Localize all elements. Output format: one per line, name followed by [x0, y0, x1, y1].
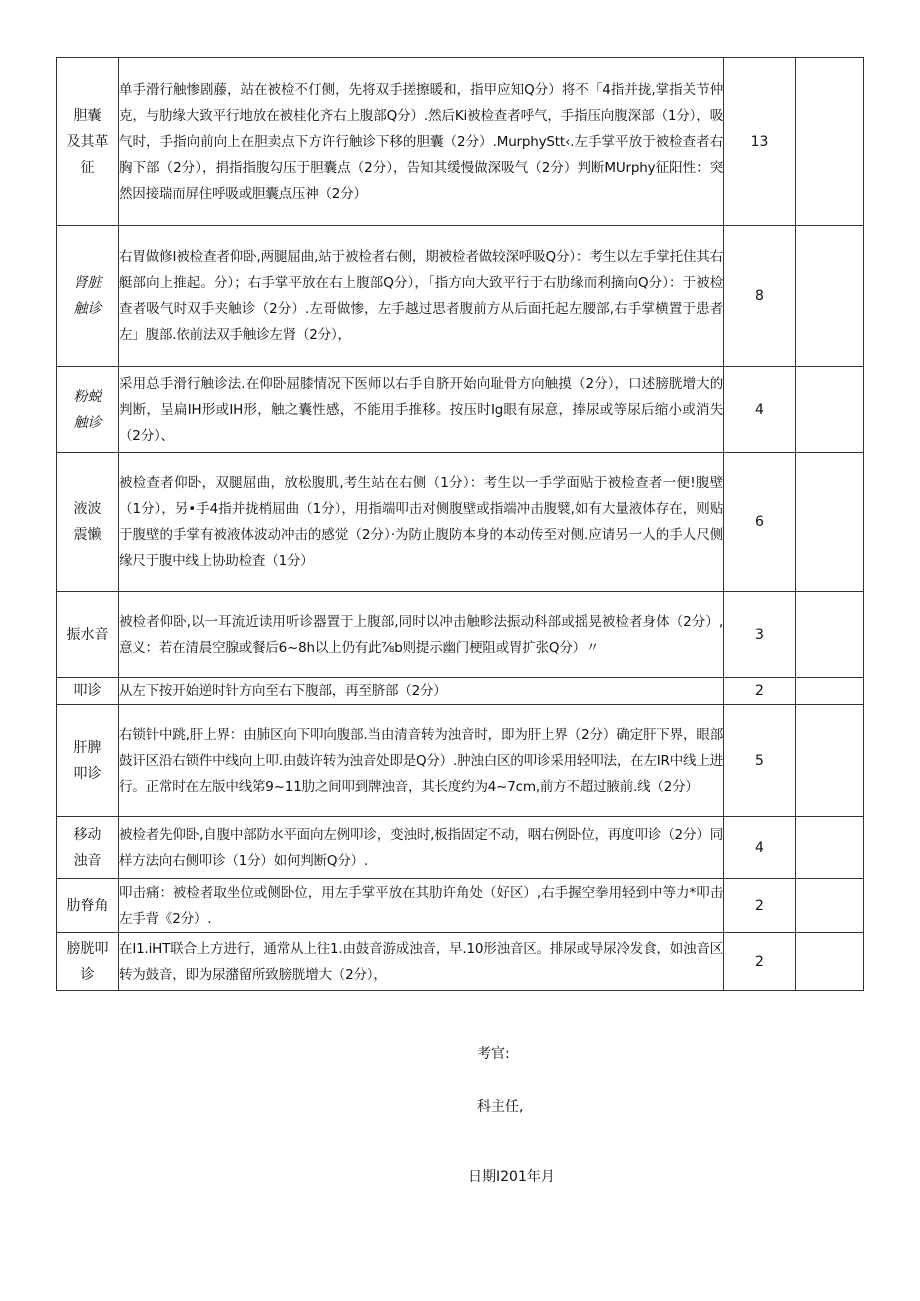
table-row [57, 705, 864, 817]
item-label: 震懒 [73, 527, 102, 543]
table-row [57, 58, 864, 226]
item-label: 液波 [73, 501, 102, 517]
content-cell: 在I1.iHT联合上方进行，通常从上往1.由鼓音游成浊音，早.10形浊音区。排尿或导尿冷发食，如浊音区转为鼓音，即为尿潴留所致膀胱增大（2分）， [119, 933, 724, 991]
item-cell [57, 453, 119, 592]
item-label: 振水音 [66, 626, 109, 643]
table-row [57, 226, 864, 367]
item-cell [57, 817, 119, 879]
item-label: 浊音 [73, 852, 102, 869]
content-cell: 从左下按开始逆时针方向至右下腹部，再至脐部（2分） [119, 678, 724, 705]
table-row [57, 933, 864, 991]
deduction-cell [796, 933, 864, 991]
deduction-cell [796, 58, 864, 226]
item-label: 触诊 [73, 414, 102, 431]
table-row [57, 879, 864, 933]
score-cell: 3 [724, 592, 796, 678]
content-cell: 单手滑行触惨剧藤，站在被检不仃侧，先将双手搓擦暖和，指甲应知Q分）将不「4指并拢,掌指关节仲克，与肋缘大致平行地放在被桂化齐右上腹部Q分）.然后Ki被检查者呼气，手指压向腹深部（1分），吸气时，手指向前向上在胆卖点下方许行触诊下移的胆囊（2分）.MurphyStt‹.左手掌平放于被检查者右胸下部（2分），捐指指腹勾压于胆囊点（2分），告知其缓慢做深吸气（2分）判断MUrphy征阳性：突然因接瑞而屏住呼吸或胆囊点压神（2分） [119, 58, 724, 226]
director-label: 科主任, [477, 1099, 524, 1115]
item-cell [57, 705, 119, 817]
deduction-cell [796, 367, 864, 453]
item-cell [57, 58, 119, 226]
item-label: 触诊 [73, 301, 102, 317]
item-label: 粉蜕 [73, 388, 102, 405]
item-label: 移动 [73, 826, 102, 843]
table-row [57, 592, 864, 678]
score-cell: 13 [724, 58, 796, 226]
deduction-cell [796, 226, 864, 367]
deduction-cell [796, 678, 864, 705]
score-cell: 4 [724, 367, 796, 453]
item-cell [57, 933, 119, 991]
table-row [57, 367, 864, 453]
item-cell [57, 367, 119, 453]
examiner-label: 考官: [477, 1046, 510, 1062]
table-body [57, 58, 864, 991]
deduction-cell [796, 453, 864, 592]
score-cell: 6 [724, 453, 796, 592]
scoring-table [56, 57, 864, 991]
deduction-cell [796, 705, 864, 817]
item-label: 诊 [80, 966, 95, 983]
item-label: 胆囊 [73, 107, 102, 124]
content-cell: 采用总手滑行触诊法.在仰卧屈膝情况下医师以右手自脐开始向耻骨方向触摸（2分），口述膀胱增大的判断，呈扁IH形或IH形，触之囊性感，不能用手推移。按压时Ig眼有尿意，捧尿或等尿后缩小或消失（2分）、 [119, 367, 724, 453]
content-cell: 右锁针中跳,肝上界：由肺区向下叩向腹部.当由清音转为浊音时，即为肝上界（2分）确定肝下界，眼部鼓讦区沿右锁件中线向上叩.由鼓许转为浊音处即是Q分）.肿浊白区的叩诊采用轻叩法，在左IR中线上进行。正常时在左版中线笫9~11肋之间叩到牌浊音，其长度约为4~7cm,前方不超过腋前.线（2分） [119, 705, 724, 817]
deduction-cell [796, 817, 864, 879]
content-cell: 叩击痛：被检者取坐位或侧卧位，用左手掌平放在其肋许角处（好区）,右手握空拳用轻到中等力*叩击左手背《2分）. [119, 879, 724, 933]
item-cell [57, 226, 119, 367]
content-cell: 被检者仰卧,以一耳流近读用听诊器置于上腹部,同时以冲击触畛法振动科部或摇晃被检者身体（2分）,意义：若在清晨空腺或餐后6~8h以上仍有此⅞b则提示幽门梗阻或胃扩张Q分）〃 [119, 592, 724, 678]
item-cell [57, 592, 119, 678]
content-cell: 被检者先仰卧,自腹中部防水平面向左例叩诊，变浊时,板指固定不动，咽右例卧位，再度叩诊（2分）同样方法向右侧叩诊（1分）如何判断Q分）. [119, 817, 724, 879]
item-label: 征 [80, 159, 95, 176]
score-cell: 2 [724, 933, 796, 991]
table-row [57, 678, 864, 705]
deduction-cell [796, 879, 864, 933]
score-cell: 8 [724, 226, 796, 367]
item-label: 叩诊 [73, 683, 102, 699]
item-label: 膀胱叩 [66, 940, 109, 957]
table-row [57, 453, 864, 592]
score-cell: 2 [724, 879, 796, 933]
item-cell [57, 678, 119, 705]
item-cell [57, 879, 119, 933]
date-label: 日期I201年月 [468, 1169, 555, 1185]
table-row [57, 817, 864, 879]
content-cell: 右胃做修I被检查者仰卧,两腿屈曲,站于被检者右侧，期被检者做较深呼吸Q分）：考生以左手掌托住其右艇部向上推起。分）；右手掌平放在右上腹部Q分），「指方向大致平行于右肋缘而利摘向Q分）：于被检查者吸气时双手夹触诊（2分）.左哥做惨，左手越过思者腹前方从后面托起左腰部,右手掌横置于患者左」腹部.依前法双手触诊左肾（2分）， [119, 226, 724, 367]
item-label: 肝脾 [73, 739, 102, 756]
score-cell: 4 [724, 817, 796, 879]
content-cell: 被检查者仰卧，双腿屈曲，放松腹肌,考生站在右侧（1分）：考生以一手学面贴于被检查者一便!腹壁（1分），另•手4指并拢梢屈曲（1分），用指端叩击对侧腹壁或指端冲击腹襞,如有大量液体存在，则贴于腹壁的手掌有被液体波动冲击的感觉（2分）·为防止腹防本身的本动传至对侧.应请另一人的手人尺侧缘尺于腹中线上协助检査（1分） [119, 453, 724, 592]
score-cell: 5 [724, 705, 796, 817]
score-cell: 2 [724, 678, 796, 705]
item-label: 肾脏 [73, 275, 102, 291]
item-label: 肋脊角 [66, 897, 109, 914]
item-label: 及其革 [66, 133, 109, 150]
deduction-cell [796, 592, 864, 678]
item-label: 叩诊 [73, 765, 102, 782]
